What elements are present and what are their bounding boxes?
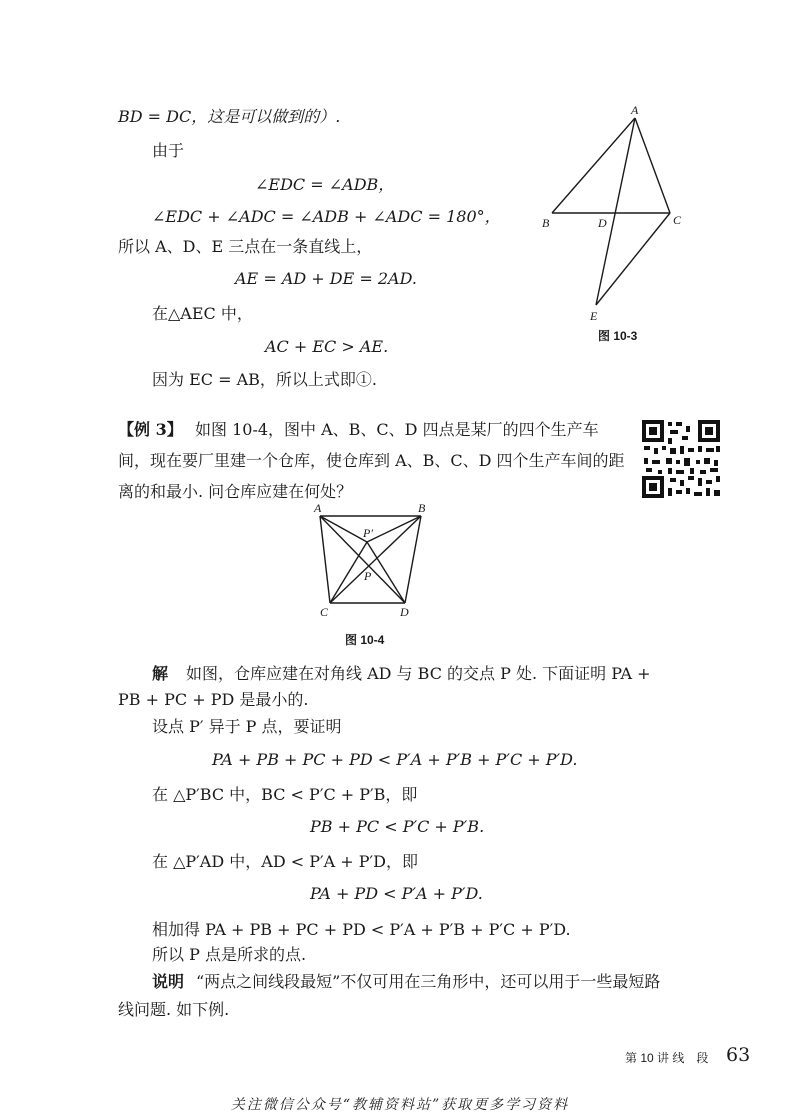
text-line-9: 因为 EC = AB，所以上式即①.	[152, 370, 377, 389]
label-a: A	[314, 501, 322, 515]
label-d: D	[598, 216, 607, 230]
label-c: C	[320, 605, 329, 619]
solution-tag: 解	[152, 664, 169, 683]
note-line-2: 线问题. 如下例.	[118, 1000, 230, 1019]
label-b: B	[542, 216, 550, 230]
seg-ppa	[320, 516, 367, 542]
label-a: A	[631, 103, 639, 117]
label-c: C	[673, 213, 682, 227]
example-3-line-2: 间，现在要厂里建一个仓库，使仓库到 A、B、C、D 四个生产车间的距	[118, 451, 625, 470]
solution-line-7: 在 △P′AD 中，AD < P′A + P′D，即	[152, 852, 418, 871]
text-line-7: 在△AEC 中，	[152, 304, 253, 323]
text-line-1: BD = DC，这是可以做到的）.	[118, 107, 341, 126]
label-d: D	[400, 605, 409, 619]
equation-angle-sum: ∠EDC + ∠ADC = ∠ADB + ∠ADC = 180°，	[152, 207, 501, 226]
seg-ac	[635, 118, 670, 213]
text-line-2: 由于	[152, 141, 185, 160]
label-b: B	[418, 501, 426, 515]
seg-ab	[552, 118, 635, 213]
solution-line-2: PB + PC + PD 是最小的.	[118, 690, 309, 709]
seg-ec	[596, 213, 670, 305]
example-3-line-1: 如图 10-4，图中 A、B、C、D 四点是某厂的四个生产车	[195, 420, 599, 439]
seg-ae	[596, 118, 635, 305]
solution-line-9: 相加得 PA + PB + PC + PD < P′A + P′B + P′C + P′D.	[152, 920, 571, 939]
equation-inequality: AC + EC > AE.	[265, 337, 389, 356]
solution-line-5: 在 △P′BC 中，BC < P′C + P′B，即	[152, 785, 418, 804]
figure-10-3	[530, 100, 700, 350]
seg-ppb	[367, 516, 421, 542]
example-3-line-3: 离的和最小. 问仓库应建在何处？	[118, 482, 353, 501]
note-tag: 说明	[152, 972, 185, 991]
solution-line-3: 设点 P′ 异于 P 点，要证明	[152, 717, 342, 736]
example-3-tag: 【例 3】	[118, 420, 183, 439]
equation-ae: AE = AD + DE = 2AD.	[235, 269, 417, 288]
figure-caption: 图 10-4	[345, 633, 385, 647]
equation-main: PA + PB + PC + PD < P′A + P′B + P′C + P′D.	[212, 750, 578, 769]
equation-ad: PA + PD < P′A + P′D.	[310, 884, 483, 903]
chapter-label: 第 10 讲 线 段	[625, 1051, 709, 1065]
figure-10-4	[308, 500, 438, 655]
note-line-1: “两点之间线段最短”不仅可用在三角形中，还可以用于一些最短路	[196, 972, 661, 991]
solution-line-1: 如图，仓库应建在对角线 AD 与 BC 的交点 P 处. 下面证明 PA +	[186, 664, 651, 683]
solution-line-10: 所以 P 点是所求的点.	[152, 945, 307, 964]
text-line-5: 所以 A、D、E 三点在一条直线上，	[118, 237, 373, 256]
label-p: P	[364, 569, 372, 583]
figure-caption: 图 10-3	[598, 329, 638, 343]
seg-ppd	[367, 542, 405, 603]
equation-bc: PB + PC < P′C + P′B.	[310, 817, 485, 836]
equation-angle: ∠EDC = ∠ADB，	[255, 175, 395, 194]
seg-ac	[320, 516, 330, 603]
page-number: 63	[726, 1044, 751, 1066]
label-e: E	[590, 309, 598, 323]
watermark-footer: 关注微信公众号“教辅资料站”获取更多学习资料	[230, 1097, 570, 1113]
label-p-prime: P′	[363, 526, 373, 540]
qr-code	[640, 418, 722, 500]
